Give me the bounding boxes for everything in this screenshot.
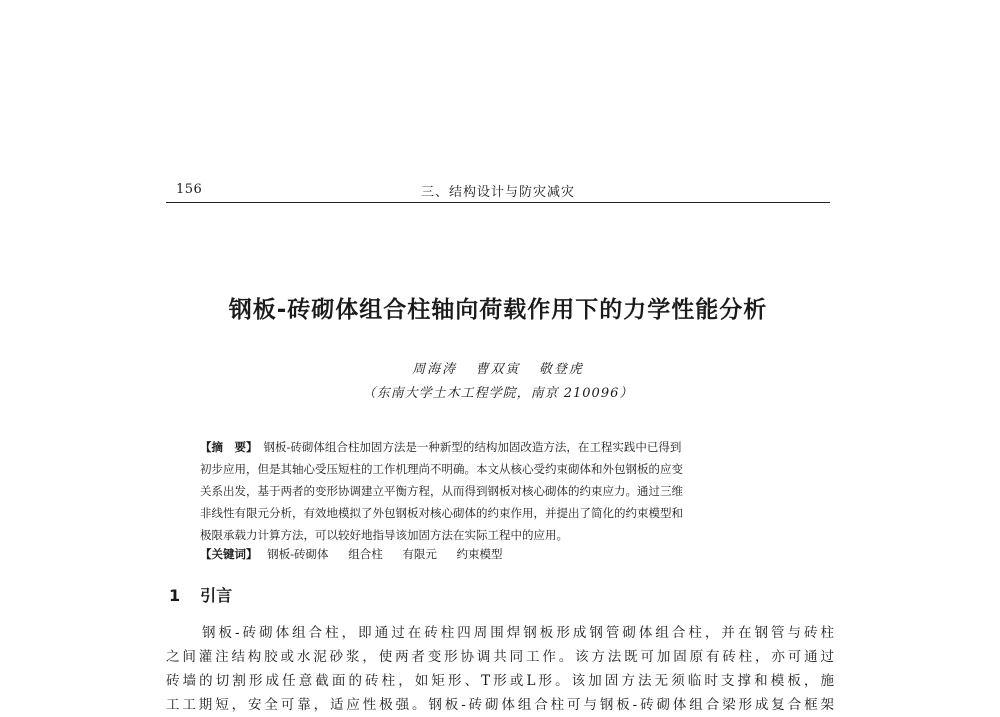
section-number: 1: [169, 586, 181, 605]
page-header: [166, 176, 830, 203]
section-title: 引言: [200, 586, 233, 605]
body-line: 工工期短，安全可靠，适应性极强。钢板-砖砌体组合柱可与钢板-砖砌体组合梁形成复合框架: [166, 697, 834, 713]
abstract-line: 关系出发，基于两者的变形协调建立平衡方程，从而得到钢板对核心砌体的约束应力。通过三维: [200, 484, 683, 498]
keyword: 有限元: [402, 547, 437, 561]
body-line: 之间灌注结构胶或水泥砂浆，使两者变形协调共同工作。该方法既可加固原有砖柱，亦可通过: [166, 649, 834, 665]
abstract-line: [200, 436, 808, 458]
abstract-line: 非线性有限元分析，有效地模拟了外包钢板对核心砌体的约束作用，并提出了简化的约束模型和: [200, 506, 683, 520]
paper-title: 钢板-砖砌体组合柱轴向荷载作用下的力学性能分析: [228, 297, 768, 323]
abstract: [200, 436, 808, 546]
authors: 周海涛 曹双寅 敬登虎: [412, 362, 584, 377]
keywords: [200, 546, 519, 562]
affiliation: （东南大学土木工程学院，南京 210096）: [362, 386, 634, 401]
abstract-label: 【摘 要】: [200, 440, 258, 454]
abstract-text: 钢板-砖砌体组合柱加固方法是一种新型的结构加固改造方法，在工程实践中已得到: [263, 440, 682, 454]
running-head: 三、结构设计与防灾减灾: [420, 185, 575, 200]
keyword: 约束模型: [456, 547, 503, 561]
body-text: [166, 621, 834, 717]
abstract-line: 极限承载力计算方法，可以较好地指导该加固方法在实际工程中的应用。: [200, 528, 568, 542]
keyword: 钢板-砖砌体: [267, 547, 329, 561]
section-heading: [169, 583, 232, 606]
keywords-label: 【关键词】: [200, 547, 258, 561]
keyword: 组合柱: [348, 547, 383, 561]
abstract-line: 初步应用，但是其轴心受压短柱的工作机理尚不明确。本文从核心受约束砌体和外包钢板的应变: [200, 462, 683, 476]
page-number: 156: [176, 182, 203, 197]
body-line: 砖墙的切割形成任意截面的砖柱，如矩形、T形或L形。该加固方法无须临时支撑和模板，施: [166, 673, 834, 689]
body-line: 钢板-砖砌体组合柱，即通过在砖柱四周围焊钢板形成钢管砌体组合柱，并在钢管与砖柱: [202, 625, 834, 641]
